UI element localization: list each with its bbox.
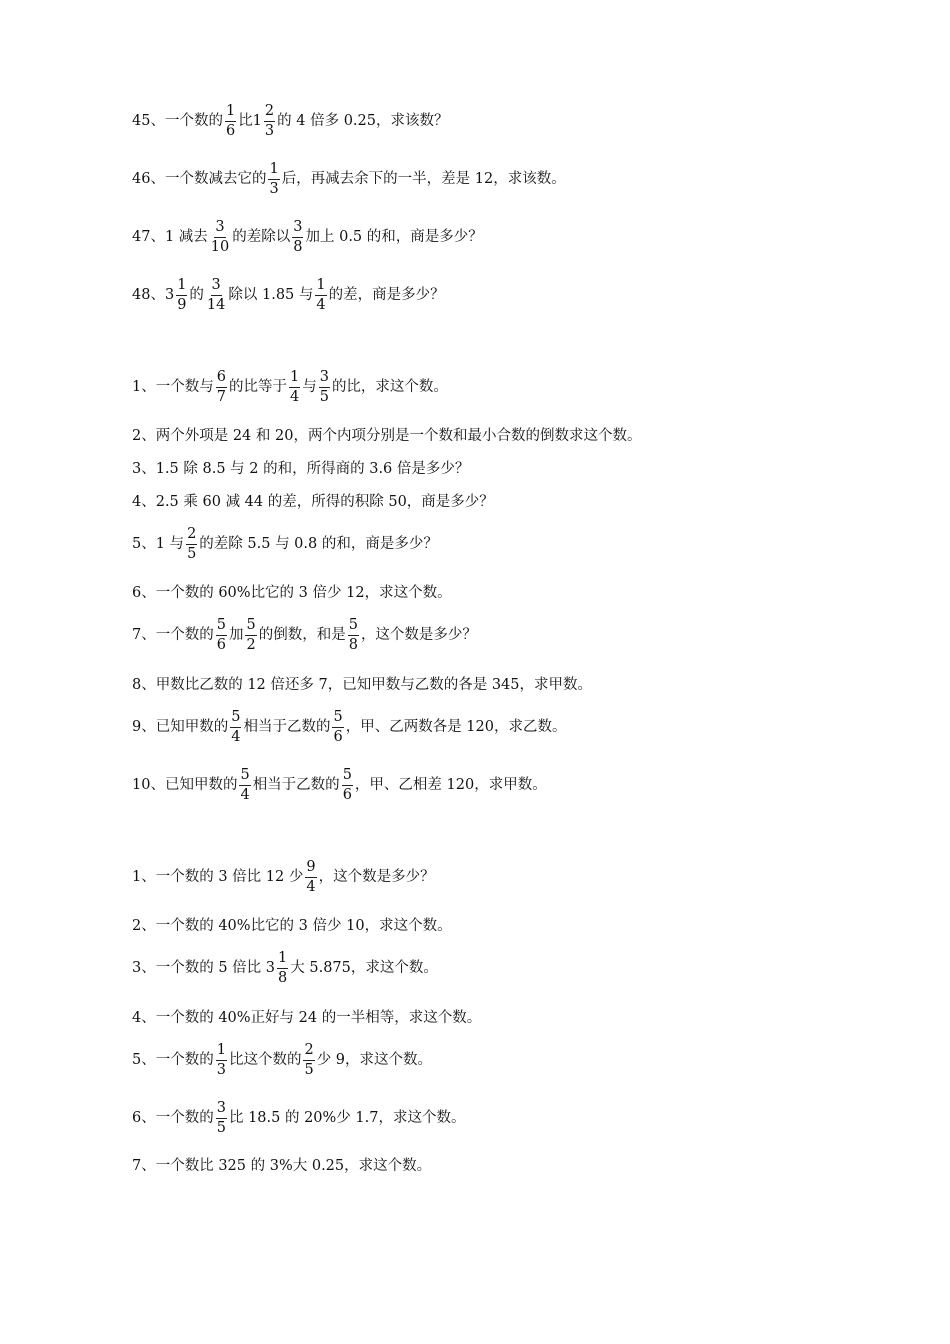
text: 6、一个数的 [132, 1109, 214, 1126]
question-47 [132, 220, 483, 254]
denominator: 6 [225, 122, 236, 139]
text: 的 [189, 286, 204, 303]
text: 比1 [238, 112, 262, 129]
denominator: 4 [316, 296, 326, 313]
text: 的差除 5.5 与 0.8 的和，商是多少？ [199, 535, 438, 552]
numerator: 3 [319, 370, 330, 388]
text: 5、一个数的 [132, 1051, 214, 1068]
denominator: 8 [278, 969, 288, 986]
text: 比这个数的 [228, 1051, 302, 1068]
denominator: 6 [333, 728, 343, 745]
fraction [289, 370, 300, 404]
numerator: 5 [348, 618, 359, 636]
denominator: 3 [264, 122, 275, 139]
text: 4、一个数的 40%正好与 24 的一半相等，求这个数。 [132, 1010, 482, 1026]
fraction [305, 860, 316, 894]
numerator: 9 [305, 860, 316, 878]
numerator: 5 [342, 768, 353, 786]
text: 2、两个外项是 24 和 20，两个内项分别是一个数和最小合数的倒数求这个数。 [132, 428, 642, 444]
text: 相当于乙数的 [252, 776, 340, 793]
question-3-3 [132, 951, 438, 985]
fraction [210, 220, 230, 254]
numerator: 3 [211, 278, 222, 296]
numerator: 1 [289, 370, 300, 388]
text: 的 4 倍多 0.25，求该数？ [277, 112, 449, 129]
text: 的倒数，和是 [258, 626, 346, 643]
fraction [245, 618, 256, 652]
question-3-1 [132, 860, 435, 894]
denominator: 4 [231, 728, 241, 745]
text: 4、2.5 乘 60 减 44 的差，所得的积除 50，商是多少？ [132, 494, 494, 510]
numerator: 5 [230, 710, 241, 728]
denominator: 6 [342, 786, 352, 803]
numerator: 1 [216, 1043, 227, 1061]
denominator: 4 [306, 878, 316, 895]
text: 加 [228, 626, 244, 643]
question-2-3 [132, 462, 469, 477]
denominator: 2 [246, 636, 256, 653]
question-3-7 [132, 1159, 431, 1174]
numerator: 1 [225, 104, 236, 122]
denominator: 5 [187, 545, 197, 562]
text: 除以 1.85 与 [228, 286, 314, 303]
text: 比 18.5 的 20%少 1.7，求这个数。 [228, 1109, 466, 1126]
numerator: 3 [292, 220, 303, 238]
fraction [348, 618, 359, 652]
numerator: 2 [264, 104, 275, 122]
fraction [176, 278, 187, 312]
fraction [186, 527, 197, 561]
fraction [277, 951, 288, 985]
fraction [332, 710, 343, 744]
question-2-8 [132, 678, 592, 693]
question-48 [132, 278, 445, 312]
question-2-6 [132, 586, 452, 601]
text: 3、一个数的 5 倍比 3 [132, 959, 276, 976]
question-3-6 [132, 1101, 465, 1135]
question-2-7 [132, 618, 477, 652]
denominator: 8 [348, 636, 358, 653]
question-3-5 [132, 1043, 432, 1077]
text: 9、已知甲数的 [132, 718, 229, 735]
text: 1、一个数的 3 倍比 12 少 [132, 868, 304, 885]
denominator: 5 [216, 1119, 226, 1136]
fraction [268, 162, 279, 196]
text: 的比等于 [228, 378, 287, 395]
text: 与 [302, 378, 317, 395]
numerator: 5 [245, 618, 256, 636]
numerator: 1 [277, 951, 288, 969]
denominator: 6 [216, 636, 226, 653]
numerator: 2 [303, 1043, 314, 1061]
numerator: 1 [315, 278, 326, 296]
text: 大 5.875，求这个数。 [290, 959, 438, 976]
fraction [216, 1043, 227, 1077]
question-2-2 [132, 429, 641, 444]
text: ，这个数是多少？ [318, 868, 435, 885]
text: 7、一个数比 325 的 3%大 0.25，求这个数。 [132, 1158, 432, 1174]
text: 5、1 与 [132, 535, 185, 552]
text: 7、一个数的 [132, 626, 214, 643]
text: ，这个数是多少？ [360, 626, 477, 643]
text: 48、3 [132, 286, 175, 303]
text: 47、1 减去 [132, 228, 208, 245]
denominator: 4 [289, 388, 300, 405]
text: 6、一个数的 60%比它的 3 倍少 12，求这个数。 [132, 585, 452, 601]
denominator: 8 [293, 238, 303, 255]
text: ，甲、乙相差 120，求甲数。 [354, 776, 547, 793]
denominator: 5 [304, 1061, 314, 1078]
numerator: 3 [214, 220, 225, 238]
text: 2、一个数的 40%比它的 3 倍少 10，求这个数。 [132, 918, 452, 934]
denominator: 4 [240, 786, 250, 803]
question-3-4 [132, 1011, 481, 1026]
denominator: 3 [216, 1061, 226, 1078]
numerator: 1 [176, 278, 187, 296]
fraction [225, 104, 236, 138]
numerator: 5 [332, 710, 343, 728]
fraction [239, 768, 250, 802]
denominator: 7 [216, 388, 226, 405]
denominator: 14 [206, 296, 226, 313]
question-2-9 [132, 710, 567, 744]
fraction [216, 370, 227, 404]
text: 加上 0.5 的和，商是多少？ [305, 228, 483, 245]
numerator: 2 [186, 527, 197, 545]
fraction [264, 104, 275, 138]
denominator: 10 [210, 238, 230, 255]
numerator: 3 [216, 1101, 227, 1119]
text: 的差除以 [232, 228, 291, 245]
fraction [342, 768, 353, 802]
numerator: 6 [216, 370, 227, 388]
fraction [315, 278, 326, 312]
question-45 [132, 104, 449, 138]
text: 10、已知甲数的 [132, 776, 238, 793]
numerator: 5 [216, 618, 227, 636]
fraction [230, 710, 241, 744]
numerator: 5 [239, 768, 250, 786]
text: 3、1.5 除 8.5 与 2 的和，所得商的 3.6 倍是多少？ [132, 461, 470, 477]
text: 后，再减去余下的一半，差是 12，求该数。 [281, 170, 566, 187]
question-2-4 [132, 495, 494, 510]
question-46 [132, 162, 566, 196]
question-2-10 [132, 768, 547, 802]
text: 1、一个数与 [132, 378, 214, 395]
text: 相当于乙数的 [243, 718, 331, 735]
fraction [303, 1043, 314, 1077]
text: 的差，商是多少？ [328, 286, 445, 303]
text: 45、一个数的 [132, 112, 223, 129]
denominator: 9 [177, 296, 187, 313]
fraction [292, 220, 303, 254]
text: ，甲、乙两数各是 120，求乙数。 [345, 718, 567, 735]
question-2-5 [132, 527, 438, 561]
denominator: 3 [269, 180, 279, 197]
text: 8、甲数比乙数的 12 倍还多 7，已知甲数与乙数的各是 345，求甲数。 [132, 677, 593, 693]
text: 46、一个数减去它的 [132, 170, 267, 187]
question-2-1 [132, 370, 448, 404]
fraction [206, 278, 226, 312]
text: 少 9，求这个数。 [316, 1051, 433, 1068]
numerator: 1 [268, 162, 279, 180]
question-3-2 [132, 919, 452, 934]
fraction [319, 370, 330, 404]
text: 的比，求这个数。 [331, 378, 448, 395]
fraction [216, 618, 227, 652]
denominator: 5 [319, 388, 329, 405]
fraction [216, 1101, 227, 1135]
